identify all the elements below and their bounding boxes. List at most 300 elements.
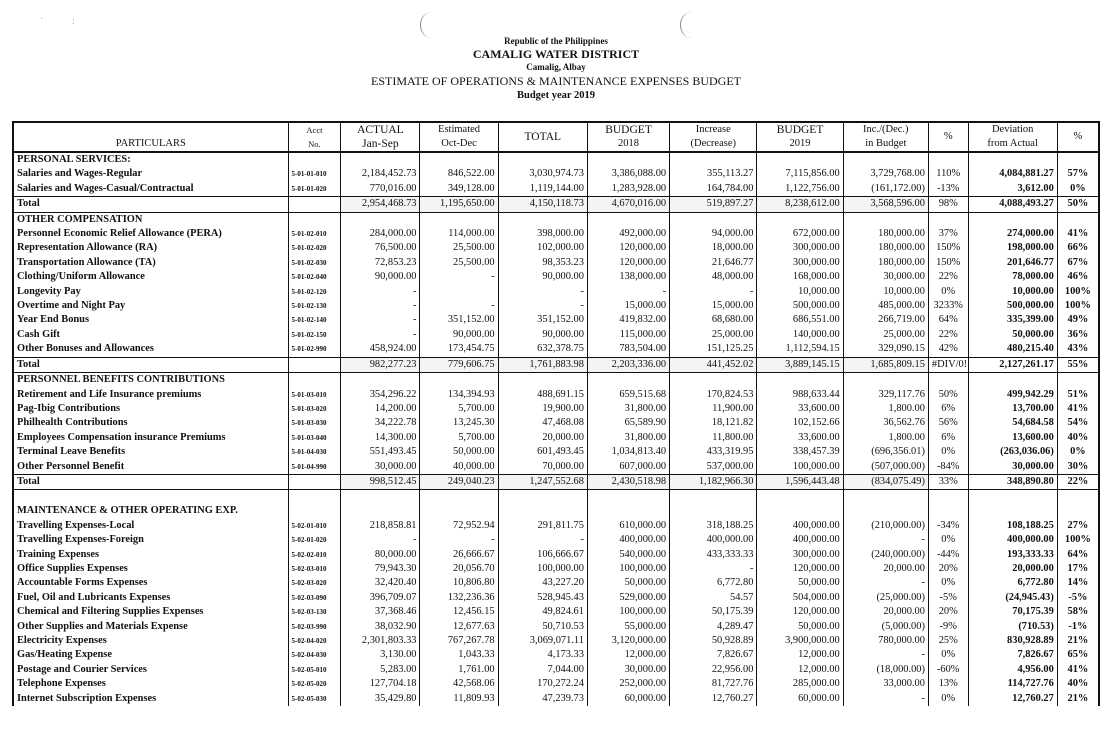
total-value: 100,000.00 xyxy=(498,562,587,576)
actual-jan-sep: 14,200.00 xyxy=(341,402,420,416)
increase-decrease: - xyxy=(670,562,757,576)
estimated-oct-dec: 846,522.00 xyxy=(420,167,498,181)
inc-dec-percent: -44% xyxy=(928,548,968,562)
budget-2019: 400,000.00 xyxy=(757,519,843,533)
empty-cell xyxy=(968,152,1057,167)
empty-cell xyxy=(288,152,341,167)
inc-dec-percent: 6% xyxy=(928,402,968,416)
estimated-oct-dec: 72,952.94 xyxy=(420,519,498,533)
actual-jan-sep: 34,222.78 xyxy=(341,416,420,430)
inc-dec-percent: 20% xyxy=(928,562,968,576)
inc-dec-percent: -13% xyxy=(928,182,968,197)
empty-cell xyxy=(587,504,669,518)
estimated-oct-dec: 351,152.00 xyxy=(420,313,498,327)
deviation-percent: 21% xyxy=(1057,634,1099,648)
row-label: Other Supplies and Materials Expense xyxy=(13,620,288,634)
inc-dec-in-budget: 780,000.00 xyxy=(843,634,928,648)
inc-dec-percent: 6% xyxy=(928,431,968,445)
budget-2019: 7,115,856.00 xyxy=(757,167,843,181)
increase-decrease: 537,000.00 xyxy=(670,460,757,475)
deviation-from-actual: 4,088,493.27 xyxy=(968,197,1057,212)
deviation-from-actual: 500,000.00 xyxy=(968,299,1057,313)
table-row xyxy=(13,227,1099,241)
deviation-percent: 41% xyxy=(1057,227,1099,241)
inc-dec-percent: 0% xyxy=(928,692,968,706)
deviation-from-actual: 4,956.00 xyxy=(968,663,1057,677)
agency-location: Camalig, Albay xyxy=(526,62,586,73)
account-number: 5-01-02-130 xyxy=(288,299,341,313)
account-number: 5-02-04-030 xyxy=(288,648,341,662)
inc-dec-in-budget: (161,172.00) xyxy=(843,182,928,197)
table-row xyxy=(13,285,1099,299)
total-value: 488,691.15 xyxy=(498,388,587,402)
inc-dec-in-budget: (25,000.00) xyxy=(843,591,928,605)
row-label: Cash Gift xyxy=(13,328,288,342)
budget-2018: 15,000.00 xyxy=(587,299,669,313)
estimated-oct-dec: 25,500.00 xyxy=(420,241,498,255)
deviation-from-actual: 30,000.00 xyxy=(968,460,1057,475)
row-label: Philhealth Contributions xyxy=(13,416,288,430)
estimated-oct-dec: 1,761.00 xyxy=(420,663,498,677)
actual-jan-sep: - xyxy=(341,533,420,547)
deviation-percent: 40% xyxy=(1057,677,1099,691)
table-row xyxy=(13,677,1099,691)
total-value: 106,666.67 xyxy=(498,548,587,562)
actual-jan-sep: 396,709.07 xyxy=(341,591,420,605)
row-label: Gas/Heating Expense xyxy=(13,648,288,662)
column-header: BUDGET 2019 xyxy=(757,122,843,152)
inc-dec-percent: 42% xyxy=(928,342,968,357)
budget-2019: 3,900,000.00 xyxy=(757,634,843,648)
deviation-percent: 21% xyxy=(1057,692,1099,706)
inc-dec-in-budget: 180,000.00 xyxy=(843,241,928,255)
estimated-oct-dec: 12,456.15 xyxy=(420,605,498,619)
inc-dec-percent: 150% xyxy=(928,241,968,255)
inc-dec-percent: 50% xyxy=(928,388,968,402)
deviation-percent: 27% xyxy=(1057,519,1099,533)
empty-cell xyxy=(420,490,498,505)
empty-cell xyxy=(843,212,928,227)
actual-jan-sep: 2,301,803.33 xyxy=(341,634,420,648)
inc-dec-percent: 0% xyxy=(928,533,968,547)
increase-decrease: 12,760.27 xyxy=(670,692,757,706)
empty-cell xyxy=(757,490,843,505)
deviation-from-actual: (24,945.43) xyxy=(968,591,1057,605)
budget-2019: 10,000.00 xyxy=(757,285,843,299)
budget-2019: 500,000.00 xyxy=(757,299,843,313)
column-header: Deviation from Actual xyxy=(968,122,1057,152)
total-value: 3,069,071.11 xyxy=(498,634,587,648)
deviation-from-actual: 201,646.77 xyxy=(968,256,1057,270)
budget-2018: 50,000.00 xyxy=(587,576,669,590)
estimated-oct-dec: 349,128.00 xyxy=(420,182,498,197)
increase-decrease: 48,000.00 xyxy=(670,270,757,284)
spacer-row xyxy=(13,490,1099,505)
deviation-percent: 0% xyxy=(1057,182,1099,197)
account-number: 5-02-05-020 xyxy=(288,677,341,691)
empty-cell xyxy=(670,212,757,227)
table-row xyxy=(13,548,1099,562)
budget-2019: 50,000.00 xyxy=(757,576,843,590)
section-heading-row xyxy=(13,504,1099,518)
budget-2018: 3,120,000.00 xyxy=(587,634,669,648)
total-value: 7,044.00 xyxy=(498,663,587,677)
empty-cell xyxy=(757,152,843,167)
section-heading: OTHER COMPENSATION xyxy=(13,212,288,227)
deviation-from-actual: 54,684.58 xyxy=(968,416,1057,430)
section-heading-row xyxy=(13,212,1099,227)
actual-jan-sep: 76,500.00 xyxy=(341,241,420,255)
budget-2019: 988,633.44 xyxy=(757,388,843,402)
row-label: Other Bonuses and Allowances xyxy=(13,342,288,357)
total-value: 632,378.75 xyxy=(498,342,587,357)
table-row xyxy=(13,328,1099,342)
document-title: ESTIMATE OF OPERATIONS & MAINTENANCE EXPENSES BUDGET xyxy=(370,73,741,88)
inc-dec-percent: 33% xyxy=(928,474,968,489)
empty-cell xyxy=(288,504,341,518)
budget-2019: 285,000.00 xyxy=(757,677,843,691)
column-header: % xyxy=(928,122,968,152)
actual-jan-sep: 30,000.00 xyxy=(341,460,420,475)
total-value: - xyxy=(498,299,587,313)
estimated-oct-dec: 50,000.00 xyxy=(420,445,498,459)
actual-jan-sep: 32,420.40 xyxy=(341,576,420,590)
increase-decrease: 433,319.95 xyxy=(670,445,757,459)
empty-cell xyxy=(670,152,757,167)
total-value: 50,710.53 xyxy=(498,620,587,634)
column-header: BUDGET 2018 xyxy=(587,122,669,152)
row-label: Year End Bonus xyxy=(13,313,288,327)
row-label: Postage and Courier Services xyxy=(13,663,288,677)
empty-cell xyxy=(341,152,420,167)
table-row xyxy=(13,620,1099,634)
increase-decrease: 400,000.00 xyxy=(670,533,757,547)
budget-2019: 140,000.00 xyxy=(757,328,843,342)
budget-2019: 300,000.00 xyxy=(757,241,843,255)
estimated-oct-dec: 20,056.70 xyxy=(420,562,498,576)
total-value: 291,811.75 xyxy=(498,519,587,533)
row-label: Pag-Ibig Contributions xyxy=(13,402,288,416)
budget-2019: 12,000.00 xyxy=(757,663,843,677)
empty-cell xyxy=(843,373,928,388)
deviation-from-actual: 499,942.29 xyxy=(968,388,1057,402)
deviation-percent: 51% xyxy=(1057,388,1099,402)
estimated-oct-dec: - xyxy=(420,299,498,313)
total-value: 47,239.73 xyxy=(498,692,587,706)
increase-decrease: 441,452.02 xyxy=(670,357,757,372)
total-value: - xyxy=(498,285,587,299)
budget-2019: 8,238,612.00 xyxy=(757,197,843,212)
inc-dec-percent: -84% xyxy=(928,460,968,475)
total-row xyxy=(13,357,1099,372)
table-row xyxy=(13,562,1099,576)
actual-jan-sep: 5,283.00 xyxy=(341,663,420,677)
section-heading: PERSONNEL BENEFITS CONTRIBUTIONS xyxy=(13,373,288,388)
inc-dec-percent: -60% xyxy=(928,663,968,677)
account-number: 5-01-04-990 xyxy=(288,460,341,475)
budget-2019: 672,000.00 xyxy=(757,227,843,241)
increase-decrease: 433,333.33 xyxy=(670,548,757,562)
estimated-oct-dec: 5,700.00 xyxy=(420,402,498,416)
budget-2019: 102,152.66 xyxy=(757,416,843,430)
account-number: 5-02-01-020 xyxy=(288,533,341,547)
deviation-from-actual: 7,826.67 xyxy=(968,648,1057,662)
row-label: Fuel, Oil and Lubricants Expenses xyxy=(13,591,288,605)
account-number xyxy=(288,357,341,372)
total-value: 70,000.00 xyxy=(498,460,587,475)
column-header: TOTAL xyxy=(498,122,587,152)
deviation-percent: 40% xyxy=(1057,431,1099,445)
empty-cell xyxy=(1057,152,1099,167)
estimated-oct-dec: 12,677.63 xyxy=(420,620,498,634)
actual-jan-sep: - xyxy=(341,299,420,313)
empty-cell xyxy=(1057,212,1099,227)
account-number: 5-01-02-020 xyxy=(288,241,341,255)
account-number: 5-01-02-990 xyxy=(288,342,341,357)
budget-2018: 31,800.00 xyxy=(587,431,669,445)
inc-dec-in-budget: 1,800.00 xyxy=(843,402,928,416)
deviation-percent: 22% xyxy=(1057,474,1099,489)
budget-2019: 686,551.00 xyxy=(757,313,843,327)
deviation-from-actual: 348,890.80 xyxy=(968,474,1057,489)
budget-2018: 3,386,088.00 xyxy=(587,167,669,181)
inc-dec-in-budget: 10,000.00 xyxy=(843,285,928,299)
empty-cell xyxy=(13,490,288,505)
budget-2018: 138,000.00 xyxy=(587,270,669,284)
increase-decrease: 68,680.00 xyxy=(670,313,757,327)
row-label: Overtime and Night Pay xyxy=(13,299,288,313)
empty-cell xyxy=(670,504,757,518)
deviation-percent: 14% xyxy=(1057,576,1099,590)
total-value: 90,000.00 xyxy=(498,328,587,342)
budget-2018: 100,000.00 xyxy=(587,605,669,619)
table-row xyxy=(13,167,1099,181)
inc-dec-percent: 150% xyxy=(928,256,968,270)
budget-2018: 783,504.00 xyxy=(587,342,669,357)
deviation-from-actual: 78,000.00 xyxy=(968,270,1057,284)
table-row xyxy=(13,605,1099,619)
inc-dec-percent: -5% xyxy=(928,591,968,605)
actual-jan-sep: 770,016.00 xyxy=(341,182,420,197)
actual-jan-sep: 80,000.00 xyxy=(341,548,420,562)
estimated-oct-dec: - xyxy=(420,533,498,547)
estimated-oct-dec: 767,267.78 xyxy=(420,634,498,648)
deviation-from-actual: 12,760.27 xyxy=(968,692,1057,706)
column-header: Inc./(Dec.) in Budget xyxy=(843,122,928,152)
actual-jan-sep: 14,300.00 xyxy=(341,431,420,445)
empty-cell xyxy=(670,490,757,505)
empty-cell xyxy=(757,212,843,227)
budget-2018: 529,000.00 xyxy=(587,591,669,605)
empty-cell xyxy=(757,504,843,518)
empty-cell xyxy=(757,373,843,388)
deviation-percent: 100% xyxy=(1057,299,1099,313)
row-label: Total xyxy=(13,474,288,489)
estimated-oct-dec: 13,245.30 xyxy=(420,416,498,430)
empty-cell xyxy=(420,212,498,227)
actual-jan-sep: 982,277.23 xyxy=(341,357,420,372)
account-number: 5-01-02-010 xyxy=(288,227,341,241)
budget-2019: 1,596,443.48 xyxy=(757,474,843,489)
actual-jan-sep: 79,943.30 xyxy=(341,562,420,576)
table-row xyxy=(13,388,1099,402)
budget-2019: 100,000.00 xyxy=(757,460,843,475)
budget-2018: 60,000.00 xyxy=(587,692,669,706)
inc-dec-percent: 13% xyxy=(928,677,968,691)
budget-2019: 33,600.00 xyxy=(757,402,843,416)
table-row xyxy=(13,576,1099,590)
inc-dec-in-budget: 180,000.00 xyxy=(843,256,928,270)
inc-dec-in-budget: (240,000.00) xyxy=(843,548,928,562)
inc-dec-percent: -9% xyxy=(928,620,968,634)
inc-dec-percent: 22% xyxy=(928,328,968,342)
row-label: Total xyxy=(13,357,288,372)
empty-cell xyxy=(288,212,341,227)
deviation-from-actual: 13,600.00 xyxy=(968,431,1057,445)
empty-cell xyxy=(928,504,968,518)
budget-2018: 2,430,518.98 xyxy=(587,474,669,489)
estimated-oct-dec: 173,454.75 xyxy=(420,342,498,357)
increase-decrease: - xyxy=(670,285,757,299)
table-row xyxy=(13,256,1099,270)
actual-jan-sep: 3,130.00 xyxy=(341,648,420,662)
column-header: PARTICULARS xyxy=(13,122,288,152)
budget-2018: 120,000.00 xyxy=(587,256,669,270)
inc-dec-in-budget: 266,719.00 xyxy=(843,313,928,327)
row-label: Office Supplies Expenses xyxy=(13,562,288,576)
account-number: 5-02-01-010 xyxy=(288,519,341,533)
budget-table xyxy=(12,121,1100,706)
deviation-percent: 49% xyxy=(1057,313,1099,327)
empty-cell xyxy=(587,152,669,167)
inc-dec-in-budget: 180,000.00 xyxy=(843,227,928,241)
column-header: % xyxy=(1057,122,1099,152)
budget-2018: 55,000.00 xyxy=(587,620,669,634)
budget-2019: 60,000.00 xyxy=(757,692,843,706)
empty-cell xyxy=(968,504,1057,518)
budget-2018: 659,515.68 xyxy=(587,388,669,402)
table-row xyxy=(13,663,1099,677)
table-row xyxy=(13,431,1099,445)
total-value: 47,468.08 xyxy=(498,416,587,430)
deviation-percent: 100% xyxy=(1057,285,1099,299)
row-label: Salaries and Wages-Casual/Contractual xyxy=(13,182,288,197)
table-row xyxy=(13,692,1099,706)
empty-cell xyxy=(1057,373,1099,388)
increase-decrease: 164,784.00 xyxy=(670,182,757,197)
estimated-oct-dec: 134,394.93 xyxy=(420,388,498,402)
budget-2019: 504,000.00 xyxy=(757,591,843,605)
increase-decrease: 21,646.77 xyxy=(670,256,757,270)
budget-2019: 3,889,145.15 xyxy=(757,357,843,372)
inc-dec-in-budget: 1,685,809.15 xyxy=(843,357,928,372)
inc-dec-percent: 25% xyxy=(928,634,968,648)
increase-decrease: 15,000.00 xyxy=(670,299,757,313)
deviation-from-actual: 198,000.00 xyxy=(968,241,1057,255)
empty-cell xyxy=(928,212,968,227)
total-value: 20,000.00 xyxy=(498,431,587,445)
empty-cell xyxy=(670,373,757,388)
row-label: Employees Compensation insurance Premiums xyxy=(13,431,288,445)
deviation-percent: -1% xyxy=(1057,620,1099,634)
budget-2018: 540,000.00 xyxy=(587,548,669,562)
estimated-oct-dec: 26,666.67 xyxy=(420,548,498,562)
empty-cell xyxy=(498,152,587,167)
inc-dec-in-budget: - xyxy=(843,648,928,662)
budget-2018: 65,589.90 xyxy=(587,416,669,430)
total-value: 601,493.45 xyxy=(498,445,587,459)
table-row xyxy=(13,519,1099,533)
actual-jan-sep: 90,000.00 xyxy=(341,270,420,284)
column-header: Acct No. xyxy=(288,122,341,152)
account-number: 5-01-02-150 xyxy=(288,328,341,342)
inc-dec-in-budget: 36,562.76 xyxy=(843,416,928,430)
empty-cell xyxy=(843,152,928,167)
inc-dec-in-budget: (5,000.00) xyxy=(843,620,928,634)
deviation-percent: 64% xyxy=(1057,548,1099,562)
inc-dec-percent: 0% xyxy=(928,285,968,299)
actual-jan-sep: 127,704.18 xyxy=(341,677,420,691)
row-label: Accountable Forms Expenses xyxy=(13,576,288,590)
inc-dec-percent: 98% xyxy=(928,197,968,212)
estimated-oct-dec xyxy=(420,285,498,299)
table-header-row xyxy=(13,122,1099,152)
total-value: - xyxy=(498,533,587,547)
estimated-oct-dec: 10,806.80 xyxy=(420,576,498,590)
inc-dec-in-budget: - xyxy=(843,576,928,590)
increase-decrease: 22,956.00 xyxy=(670,663,757,677)
actual-jan-sep: 284,000.00 xyxy=(341,227,420,241)
total-value: 1,247,552.68 xyxy=(498,474,587,489)
account-number: 5-01-02-120 xyxy=(288,285,341,299)
increase-decrease: 7,826.67 xyxy=(670,648,757,662)
total-row xyxy=(13,474,1099,489)
deviation-percent: 100% xyxy=(1057,533,1099,547)
actual-jan-sep: 35,429.80 xyxy=(341,692,420,706)
estimated-oct-dec: 11,809.93 xyxy=(420,692,498,706)
increase-decrease: 54.57 xyxy=(670,591,757,605)
deviation-from-actual: 4,084,881.27 xyxy=(968,167,1057,181)
total-value: 98,353.23 xyxy=(498,256,587,270)
empty-cell xyxy=(843,490,928,505)
budget-2019: 338,457.39 xyxy=(757,445,843,459)
table-row xyxy=(13,416,1099,430)
increase-decrease: 519,897.27 xyxy=(670,197,757,212)
total-value: 43,227.20 xyxy=(498,576,587,590)
document-header xyxy=(0,36,1112,102)
budget-2018: 115,000.00 xyxy=(587,328,669,342)
account-number: 5-01-02-030 xyxy=(288,256,341,270)
actual-jan-sep: - xyxy=(341,328,420,342)
row-label: Travelling Expenses-Foreign xyxy=(13,533,288,547)
deviation-percent: 36% xyxy=(1057,328,1099,342)
deviation-percent: 0% xyxy=(1057,445,1099,459)
empty-cell xyxy=(498,490,587,505)
deviation-from-actual: 6,772.80 xyxy=(968,576,1057,590)
budget-2018: 31,800.00 xyxy=(587,402,669,416)
empty-cell xyxy=(288,490,341,505)
total-value: 49,824.61 xyxy=(498,605,587,619)
inc-dec-in-budget: 3,729,768.00 xyxy=(843,167,928,181)
row-label: Chemical and Filtering Supplies Expenses xyxy=(13,605,288,619)
account-number: 5-01-01-020 xyxy=(288,182,341,197)
row-label: Internet Subscription Expenses xyxy=(13,692,288,706)
inc-dec-in-budget: (507,000.00) xyxy=(843,460,928,475)
increase-decrease: 170,824.53 xyxy=(670,388,757,402)
empty-cell xyxy=(420,373,498,388)
budget-table-body xyxy=(13,152,1099,706)
budget-2019: 120,000.00 xyxy=(757,562,843,576)
